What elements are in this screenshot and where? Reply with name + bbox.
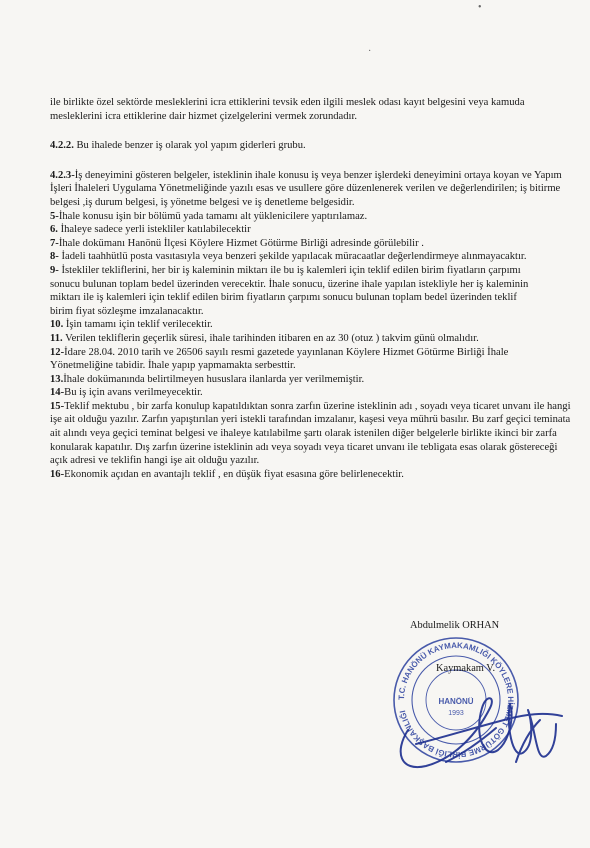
item-6 — [50, 223, 572, 237]
item-13 — [50, 373, 572, 387]
item-number: 14- — [50, 387, 65, 399]
item-text: Bu iş için avans verilmeyecektir. — [64, 387, 203, 399]
item-11 — [50, 332, 572, 346]
item-text: İhaleye sadece yerli istekliler katılabilecektir — [57, 224, 251, 236]
item-text-line: birim fiyat sözleşme imzalanacaktır. — [50, 305, 204, 317]
section-text: İş deneyimini gösteren belgeler, isteklinin ihale konusu iş veya benzer işlerdeki deneyimini ortaya koyan ve Yapım İşleri İhaleleri Uygulama Yönetmeliğinde yazılı esas ve usullere göre düzenlenerek verilen ve değerlendirilen; iş bitirme belgesi ,iş durum belgesi, iş yönetme belgesi ve iş denetleme belgesidir. — [50, 169, 562, 208]
item-number: 15- — [50, 400, 65, 412]
item-15 — [50, 400, 572, 468]
item-text: İhale konusu işin bir bölümü yada tamamı alt yüklenicilere yaptırılamaz. — [58, 210, 368, 222]
item-9 — [50, 264, 572, 318]
item-number: 7- — [50, 237, 59, 249]
item-16 — [50, 468, 572, 482]
section-number: 4.2.3- — [50, 169, 75, 181]
item-7 — [50, 237, 572, 251]
item-text: İstekliler tekliflerini, her bir iş kaleminin miktarı ile bu iş kalemleri için teklif edilen birim fiyatların çarpımı — [58, 264, 521, 276]
signer-title: Kaymakam V. — [436, 663, 496, 674]
item-10 — [50, 318, 572, 332]
section-4-2-2 — [50, 139, 572, 153]
item-text: Ekonomik açıdan en avantajlı teklif , en düşük fiyat esasına göre belirlenecektir. — [64, 468, 404, 480]
scan-speck-mid: · — [368, 46, 372, 57]
section-4-2-3 — [50, 169, 572, 210]
item-text-line: sonucu bulunan toplam bedel üzerinden verecektir. İhale sonucu, üzerine ihale yapılan istekliyle her iş kaleminin — [50, 278, 529, 290]
item-5 — [50, 210, 572, 224]
item-number: 12- — [50, 346, 65, 358]
item-number: 9- — [50, 264, 59, 276]
item-text: İhale dokümanında belirtilmeyen hususlara ilanlarda yer verilmemiştir. — [63, 373, 365, 385]
item-12 — [50, 346, 572, 373]
seal-center-text: HANÖNÜ — [438, 697, 474, 706]
scan-speck-top: • — [478, 2, 482, 13]
item-number: 16- — [50, 468, 65, 480]
item-14 — [50, 386, 572, 400]
seal-ring-textpath: T.C. HANÖNÜ KAYMAKAMLIĞI KÖYLERE HİZMET GÖTÜRME BİRLİĞİ BAŞKANLIĞI — [396, 640, 516, 760]
item-text: İşin tamamı için teklif verilecektir. — [63, 319, 213, 331]
seal-year-text: 1993 — [448, 710, 464, 717]
item-text: İhale dokümanı Hanönü İlçesi Köylere Hizmet Götürme Birliği adresinde görülebilir . — [58, 237, 424, 249]
item-8 — [50, 250, 572, 264]
section-text: Bu ihalede benzer iş olarak yol yapım giderleri grubu. — [73, 140, 306, 152]
item-number: 13. — [50, 373, 64, 385]
item-text: Teklif mektubu , bir zarfa konulup kapatıldıktan sonra zarfın üzerine isteklinin adı , soyadı veya ticaret unvanı ile hangi işe ait olduğu yazılır. Zarfın yapıştırılan yeri istekli tarafından imzalanır, kaşesi veya mührü basılır. Bu zarf geçici teminata ait alındı veya geçici teminat belgesi ve ihaleye katılabilme şartı olarak istenilen diğer belgelerle birlikte ikinci bir zarfa konularak kapatılır. Dış zarfın üzerine isteklinin adı veya soyadı veya ticaret unvanı ile tebligata esas olarak göstereceği açık adresi ve teklifin hangi işe ait olduğu yazılır. — [50, 400, 571, 467]
item-number: 10. — [50, 319, 64, 331]
item-text: İdare 28.04. 2010 tarih ve 26506 sayılı resmi gazetede yayınlanan Köylere Hizmet Götürme Birliği İhale Yönetmeliğine tabidir. İhale yapıp yapmamakta serbesttir. — [50, 346, 509, 372]
seal-and-signature-graphic — [386, 612, 566, 782]
item-text: İadeli taahhütlü posta vasıtasıyla veya benzeri şekilde yapılacak müracaatlar değerlendirmeye alınmayacaktır. — [58, 251, 527, 263]
section-number: 4.2.2. — [50, 140, 74, 152]
official-seal — [386, 612, 566, 782]
item-text: Verilen tekliflerin geçerlik süresi, ihale tarihinden itibaren en az 30 (otuz ) takvim günü olmalıdır. — [62, 332, 479, 344]
item-number: 11. — [50, 332, 63, 344]
item-number: 5- — [50, 210, 59, 222]
body-text — [50, 96, 572, 481]
signer-name: Abdulmelik ORHAN — [410, 620, 500, 631]
paragraph-continuation: ile birlikte özel sektörde mesleklerini icra ettiklerini tevsik eden ilgili meslek odası kayıt belgesini veya kamuda mesleklerini icra ettiklerine dair hizmet çizelgelerini vermek zorundadır. — [50, 97, 525, 122]
item-number: 6. — [50, 224, 58, 236]
item-text-line: miktarı ile iş kalemleri için teklif edilen birim fiyatların çarpımı sonucu bulunan toplam bedel üzerinden teklif — [50, 292, 517, 304]
item-number: 8- — [50, 251, 59, 263]
